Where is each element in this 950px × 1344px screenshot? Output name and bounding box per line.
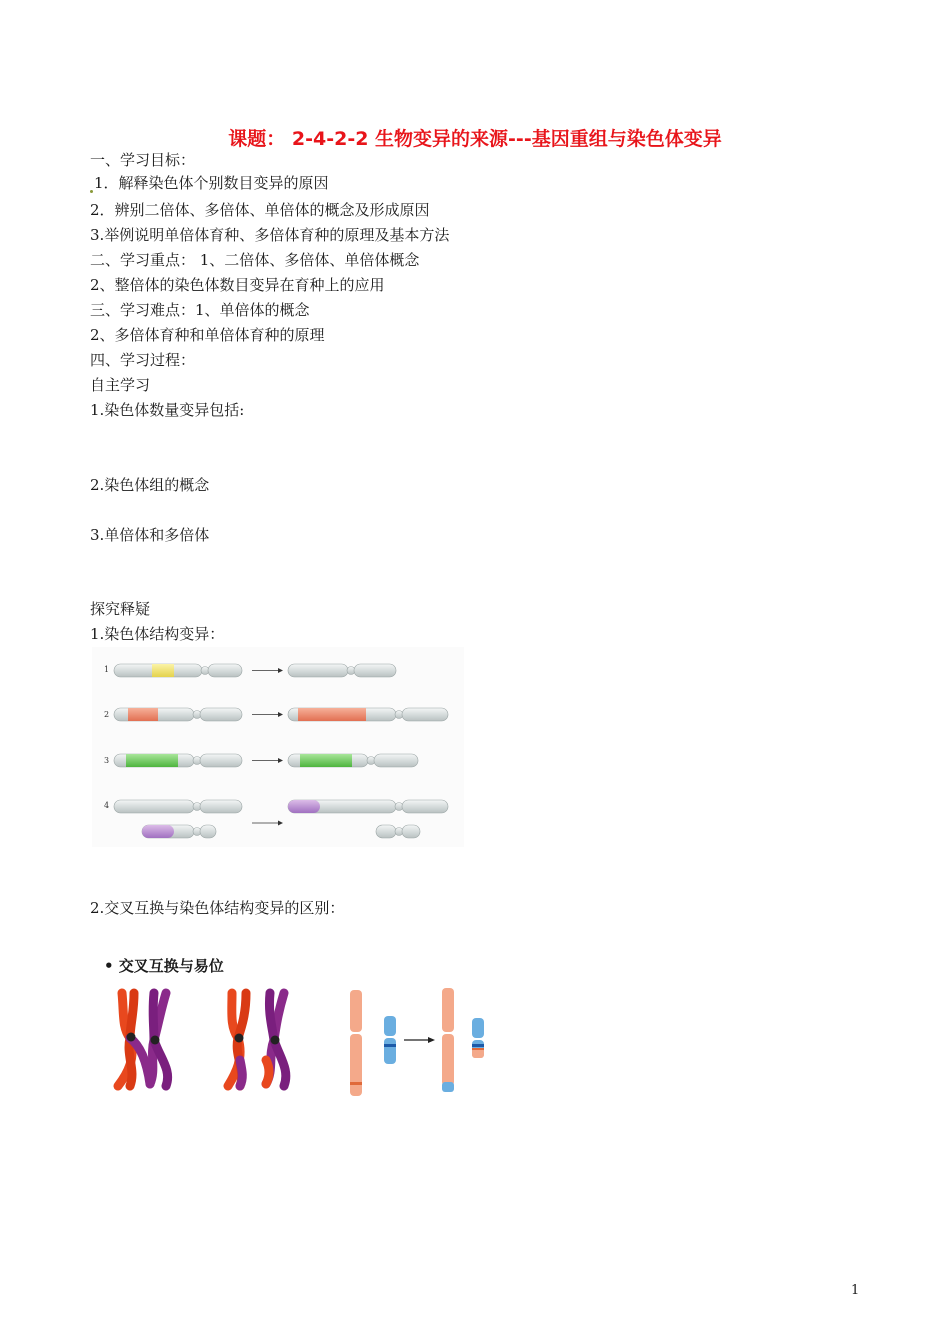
row-label-4: 4	[104, 801, 110, 810]
crossover-pair-after	[228, 993, 286, 1086]
page-number: 1	[851, 1283, 860, 1298]
question-2: 2.染色体组的概念	[90, 476, 210, 494]
row-label-3: 3	[104, 756, 110, 765]
row-label-2: 2	[104, 710, 110, 719]
process-heading: 四、学习过程：	[90, 351, 196, 369]
chromosome-row-3-after	[288, 754, 418, 767]
self-study-heading: 自主学习	[90, 376, 151, 394]
mark-dot	[90, 190, 93, 193]
translocation-before	[350, 990, 396, 1096]
question-1: 1.染色体数量变异包括:	[90, 401, 245, 419]
chromosome-row-2-after	[288, 708, 448, 721]
crossover-translocation-figure	[100, 948, 500, 1103]
objective-1-text: 1．解释染色体个别数目变异的原因	[94, 174, 329, 192]
crossover-question: 2.交叉互换与染色体结构变异的区别：	[90, 899, 345, 917]
question-3: 3.单倍体和多倍体	[90, 526, 210, 544]
page-title: 课题： 2-4-2-2 生物变异的来源---基因重组与染色体变异	[228, 128, 722, 150]
objective-1	[90, 173, 329, 193]
objective-2: 2．辨别二倍体、多倍体、单倍体的概念及形成原因	[90, 201, 430, 219]
explore-heading: 探究释疑	[90, 600, 151, 618]
difficulty-2: 2、多倍体育种和单倍体育种的原理	[90, 326, 325, 344]
section-objectives-heading: 一、学习目标：	[90, 151, 196, 169]
chromosome-row-1-after	[288, 664, 396, 677]
objective-3: 3.举例说明单倍体育种、多倍体育种的原理及基本方法	[90, 226, 450, 244]
arrow-icon	[404, 1037, 435, 1043]
chromosome-row-2-before	[114, 708, 242, 721]
translocation-after	[442, 988, 484, 1092]
crossover-pair-before	[118, 993, 168, 1086]
chromosome-structure-figure	[92, 647, 464, 847]
key-points-heading: 二、学习重点： 1、二倍体、多倍体、单倍体概念	[90, 251, 420, 269]
chromosome-row-1-before	[114, 664, 242, 677]
difficulties-heading: 三、学习难点：1、单倍体的概念	[90, 301, 310, 319]
row-label-1: 1	[104, 665, 110, 674]
chromosome-row-3-before	[114, 754, 242, 767]
key-point-2: 2、整倍体的染色体数目变异在育种上的应用	[90, 276, 385, 294]
figure2-title: • 交叉互换与易位	[104, 957, 224, 975]
structure-variation-question: 1.染色体结构变异：	[90, 625, 225, 643]
